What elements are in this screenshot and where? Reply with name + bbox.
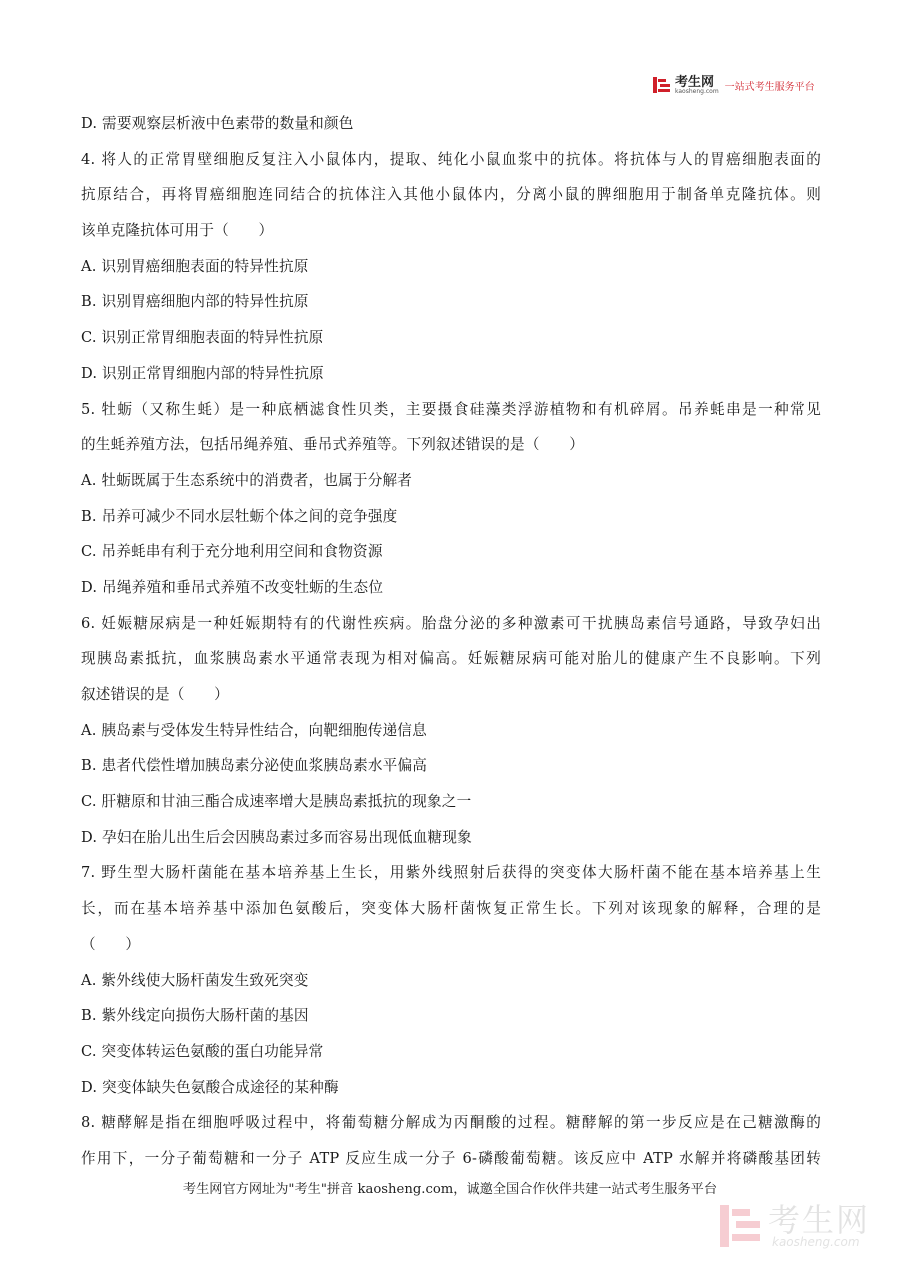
text-line: C. 肝糖原和甘油三酯合成速率增大是胰岛素抵抗的现象之一 — [81, 793, 472, 811]
text-line: 5. 牡蛎（又称生蚝）是一种底栖滤食性贝类，主要摄食硅藻类浮游植物和有机碎屑。吊养蚝串是一种常见 — [81, 400, 821, 418]
watermark-domain: kaosheng.com — [772, 1235, 860, 1249]
text-line: 7. 野生型大肠杆菌能在基本培养基上生长，用紫外线照射后获得的突变体大肠杆菌不能在基本培养基上生 — [81, 864, 821, 882]
page-footer: 考生网官方网址为"考生"拼音 kaosheng.com，诚邀全国合作伙伴共建一站式考生服务平台 — [182, 1182, 718, 1197]
logo-text — [675, 76, 719, 95]
text-line: 作用下，一分子葡萄糖和一分子 ATP 反应生成一分子 6-磷酸葡萄糖。该反应中 ATP 水解并将磷酸基团转 — [81, 1149, 821, 1167]
logo-slogan: 一站式考生服务平台 — [724, 81, 815, 93]
text-line: B. 患者代偿性增加胰岛素分泌使血浆胰岛素水平偏高 — [81, 757, 428, 775]
document-body — [81, 106, 821, 1177]
text-line: A. 胰岛素与受体发生特异性结合，向靶细胞传递信息 — [81, 721, 427, 739]
text-line: 叙述错误的是（ ） — [81, 686, 229, 703]
text-line: 8. 糖酵解是指在细胞呼吸过程中，将葡萄糖分解成为丙酮酸的过程。糖酵解的第一步反应是在己糖激酶的 — [81, 1114, 821, 1132]
text-line: C. 识别正常胃细胞表面的特异性抗原 — [81, 329, 324, 347]
logo-domain: kaosheng.com — [675, 87, 719, 95]
text-line: 该单克隆抗体可用于（ ） — [81, 222, 274, 240]
text-line: C. 吊养蚝串有利于充分地利用空间和食物资源 — [81, 543, 383, 561]
text-line: A. 识别胃癌细胞表面的特异性抗原 — [81, 257, 309, 275]
text-line: B. 识别胃癌细胞内部的特异性抗原 — [81, 293, 309, 311]
text-line: 4. 将人的正常胃壁细胞反复注入小鼠体内，提取、纯化小鼠血浆中的抗体。将抗体与人的胃癌细胞表面的 — [81, 150, 821, 168]
text-line: （ ） — [81, 935, 141, 953]
header-logo — [652, 74, 822, 96]
text-line: D. 突变体缺失色氨酸合成途径的某种酶 — [81, 1078, 339, 1096]
text-line: 长，而在基本培养基中添加色氨酸后，突变体大肠杆菌恢复正常生长。下列对该现象的解释，合理的是 — [81, 900, 821, 918]
logo-name: 考生网 — [675, 74, 715, 90]
text-line: 的生蚝养殖方法，包括吊绳养殖、垂吊式养殖等。下列叙述错误的是（ ） — [81, 436, 584, 454]
text-line: B. 吊养可减少不同水层牡蛎个体之间的竞争强度 — [81, 507, 398, 525]
text-line: 现胰岛素抵抗，血浆胰岛素水平通常表现为相对偏高。妊娠糖尿病可能对胎儿的健康产生不良影响。下列 — [81, 650, 821, 668]
watermark — [718, 1198, 888, 1254]
text-line: D. 需要观察层析液中色素带的数量和颜色 — [81, 115, 354, 132]
text-line: D. 吊绳养殖和垂吊式养殖不改变牡蛎的生态位 — [81, 578, 384, 596]
kaosheng-logo-icon — [652, 75, 672, 95]
watermark-logo-icon — [718, 1201, 764, 1251]
watermark-name: 考生网 — [768, 1201, 871, 1239]
text-line: 6. 妊娠糖尿病是一种妊娠期特有的代谢性疾病。胎盘分泌的多种激素可干扰胰岛素信号通路，导致孕妇出 — [81, 614, 821, 632]
text-line: D. 孕妇在胎儿出生后会因胰岛素过多而容易出现低血糖现象 — [81, 828, 472, 846]
text-line: A. 紫外线使大肠杆菌发生致死突变 — [81, 971, 309, 989]
text-line: A. 牡蛎既属于生态系统中的消费者，也属于分解者 — [81, 471, 413, 489]
text-line: B. 紫外线定向损伤大肠杆菌的基因 — [81, 1007, 309, 1025]
text-line: C. 突变体转运色氨酸的蛋白功能异常 — [81, 1042, 324, 1060]
text-line: 抗原结合，再将胃癌细胞连同结合的抗体注入其他小鼠体内，分离小鼠的脾细胞用于制备单克隆抗体。则 — [81, 186, 821, 204]
text-line: D. 识别正常胃细胞内部的特异性抗原 — [81, 364, 324, 382]
